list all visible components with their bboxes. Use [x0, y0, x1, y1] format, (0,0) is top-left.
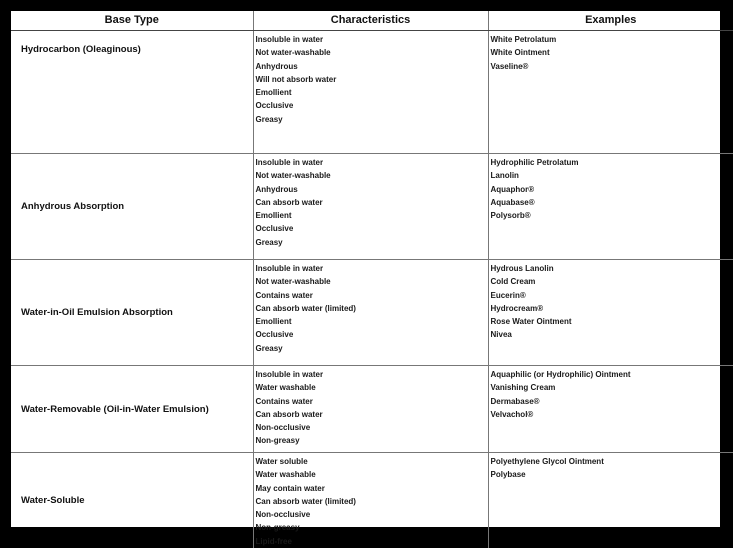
- example-item: Polyethylene Glycol Ointment: [491, 455, 733, 468]
- example-item: Lanolin: [491, 169, 733, 182]
- characteristic-item: Will not absorb water: [256, 73, 488, 86]
- characteristic-item: Can absorb water (limited): [256, 302, 488, 315]
- characteristic-item: Not water-washable: [256, 169, 488, 182]
- example-item: Vanishing Cream: [491, 381, 733, 394]
- characteristic-item: Emollient: [256, 315, 488, 328]
- base-type-cell: [11, 31, 253, 154]
- characteristic-item: Can absorb water: [256, 408, 488, 421]
- characteristic-item: Occlusive: [256, 328, 488, 341]
- characteristic-item: Anhydrous: [256, 183, 488, 196]
- characteristic-item: Occlusive: [256, 99, 488, 112]
- characteristic-item: Insoluble in water: [256, 33, 488, 46]
- base-type-label: Water-in-Oil Emulsion Absorption: [21, 307, 253, 318]
- example-item: Hydrocream®: [491, 302, 733, 315]
- characteristic-item: Insoluble in water: [256, 262, 488, 275]
- characteristic-item: Anhydrous: [256, 60, 488, 73]
- characteristic-item: Occlusive: [256, 222, 488, 235]
- example-item: Velvachol®: [491, 408, 733, 421]
- example-item: Eucerin®: [491, 289, 733, 302]
- characteristic-item: Emollient: [256, 209, 488, 222]
- header-row: [11, 11, 733, 31]
- characteristics-cell: [253, 154, 488, 260]
- example-item: Rose Water Ointment: [491, 315, 733, 328]
- example-item: White Petrolatum: [491, 33, 733, 46]
- characteristics-cell: [253, 31, 488, 154]
- examples-cell: [488, 31, 733, 154]
- characteristic-item: Non-occlusive: [256, 508, 488, 521]
- example-item: Cold Cream: [491, 275, 733, 288]
- characteristic-item: Water washable: [256, 381, 488, 394]
- table-row: [11, 366, 733, 453]
- characteristics-cell: [253, 260, 488, 366]
- base-type-cell: [11, 154, 253, 260]
- example-item: Aquaphor®: [491, 183, 733, 196]
- examples-cell: [488, 260, 733, 366]
- characteristic-item: Water washable: [256, 468, 488, 481]
- table-row: [11, 154, 733, 260]
- base-type-cell: [11, 366, 253, 453]
- example-item: Aquabase®: [491, 196, 733, 209]
- characteristic-item: Greasy: [256, 342, 488, 355]
- base-type-label: Water-Soluble: [21, 495, 253, 506]
- characteristic-item: Greasy: [256, 113, 488, 126]
- characteristic-item: Can absorb water: [256, 196, 488, 209]
- characteristic-item: Emollient: [256, 86, 488, 99]
- example-item: Aquaphilic (or Hydrophilic) Ointment: [491, 368, 733, 381]
- table-row: [11, 453, 733, 548]
- characteristics-cell: [253, 453, 488, 548]
- characteristic-item: Not water-washable: [256, 46, 488, 59]
- ointment-bases-table: [11, 11, 733, 548]
- base-type-label: Hydrocarbon (Oleaginous): [21, 44, 253, 55]
- characteristic-item: Not water-washable: [256, 275, 488, 288]
- characteristic-item: Contains water: [256, 289, 488, 302]
- characteristic-item: Insoluble in water: [256, 368, 488, 381]
- base-type-cell: [11, 453, 253, 548]
- characteristic-item: Non-occlusive: [256, 421, 488, 434]
- example-item: Hydrous Lanolin: [491, 262, 733, 275]
- example-item: Polysorb®: [491, 209, 733, 222]
- header-base-type: Base Type: [11, 11, 253, 31]
- base-type-cell: [11, 260, 253, 366]
- characteristic-item: Insoluble in water: [256, 156, 488, 169]
- characteristic-item: May contain water: [256, 482, 488, 495]
- examples-cell: [488, 453, 733, 548]
- characteristic-item: Contains water: [256, 395, 488, 408]
- table-row: [11, 31, 733, 154]
- table-row: [11, 260, 733, 366]
- header-examples: Examples: [488, 11, 733, 31]
- characteristic-item: Non-greasy: [256, 521, 488, 534]
- examples-cell: [488, 366, 733, 453]
- base-type-label: Anhydrous Absorption: [21, 201, 253, 212]
- characteristic-item: Water soluble: [256, 455, 488, 468]
- example-item: White Ointment: [491, 46, 733, 59]
- example-item: Nivea: [491, 328, 733, 341]
- characteristic-item: Non-greasy: [256, 434, 488, 447]
- example-item: Polybase: [491, 468, 733, 481]
- slide-page: [11, 11, 720, 527]
- characteristic-item: Can absorb water (limited): [256, 495, 488, 508]
- example-item: Dermabase®: [491, 395, 733, 408]
- header-characteristics: Characteristics: [253, 11, 488, 31]
- examples-cell: [488, 154, 733, 260]
- characteristic-item: Lipid-free: [256, 535, 488, 548]
- base-type-label: Water-Removable (Oil-in-Water Emulsion): [21, 404, 253, 415]
- example-item: Vaseline®: [491, 60, 733, 73]
- example-item: Hydrophilic Petrolatum: [491, 156, 733, 169]
- characteristics-cell: [253, 366, 488, 453]
- characteristic-item: Greasy: [256, 236, 488, 249]
